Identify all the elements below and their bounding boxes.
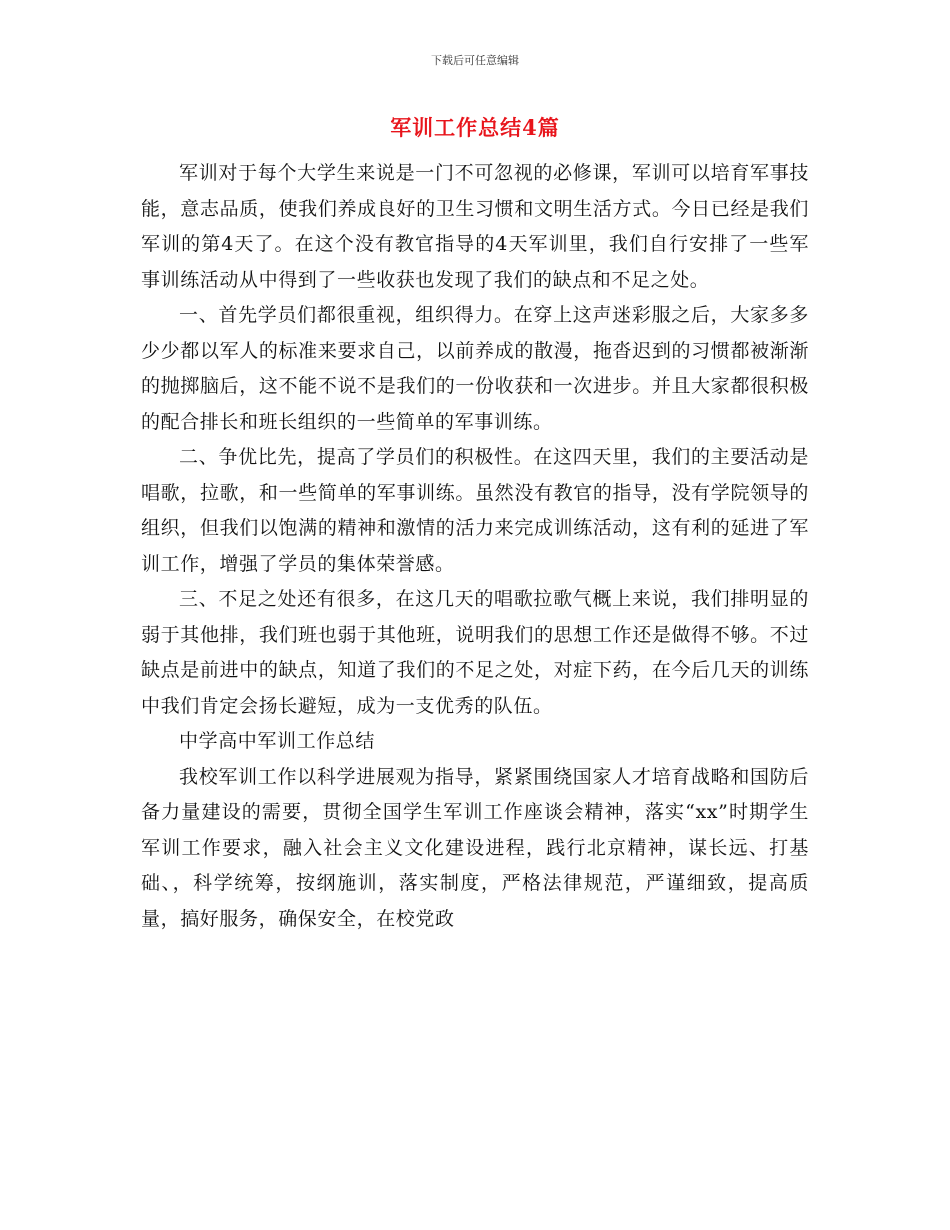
section-heading: 中学高中军训工作总结 xyxy=(179,730,376,752)
paragraph-point-one: 一、首先学员们都很重视，组织得力。在穿上这声迷彩服之后，大家多多少少都以军人的标准来要求自己，以前养成的散漫，拖沓迟到的习惯都被渐渐的抛掷脑后，这不能不说不是我们的一份收获和一次进步。并且大家都很积极的配合排长和班长组织的一些简单的军事训练。 xyxy=(141,304,809,433)
page-header-note: 下载后可任意编辑 xyxy=(431,54,519,67)
paragraph-intro: 军训对于每个大学生来说是一门不可忽视的必修课，军训可以培育军事技能，意志品质，使我们养成良好的卫生习惯和文明生活方式。今日已经是我们军训的第4天了。在这个没有教官指导的4天军训里，我们自行安排了一些军事训练活动从中得到了一些收获也发现了我们的缺点和不足之处。 xyxy=(141,162,809,291)
paragraph-point-three: 三、不足之处还有很多，在这几天的唱歌拉歌气概上来说，我们排明显的弱于其他排，我们班也弱于其他班，说明我们的思想工作还是做得不够。不过缺点是前进中的缺点，知道了我们的不足之处，对症下药，在今后几天的训练中我们肯定会扬长避短，成为一支优秀的队伍。 xyxy=(141,588,809,717)
paragraph-point-two: 二、争优比先，提高了学员们的积极性。在这四天里，我们的主要活动是唱歌，拉歌，和一些简单的军事训练。虽然没有教官的指导，没有学院领导的组织，但我们以饱满的精神和激情的活力来完成训练活动，这有利的延进了军训工作，增强了学员的集体荣誉感。 xyxy=(141,446,809,575)
document-title: 军训工作总结4篇 xyxy=(390,115,560,140)
document-body xyxy=(141,156,809,937)
paragraph-section-body: 我校军训工作以科学进展观为指导，紧紧围绕国家人才培育战略和国防后备力量建设的需要，贯彻全国学生军训工作座谈会精神，落实“xx”时期学生军训工作要求，融入社会主义文化建设进程，践行北京精神，谋长远、打基础、，科学统筹，按纲施训，落实制度，严格法律规范，严谨细致，提高质量，搞好服务，确保安全，在校党政 xyxy=(141,765,809,930)
